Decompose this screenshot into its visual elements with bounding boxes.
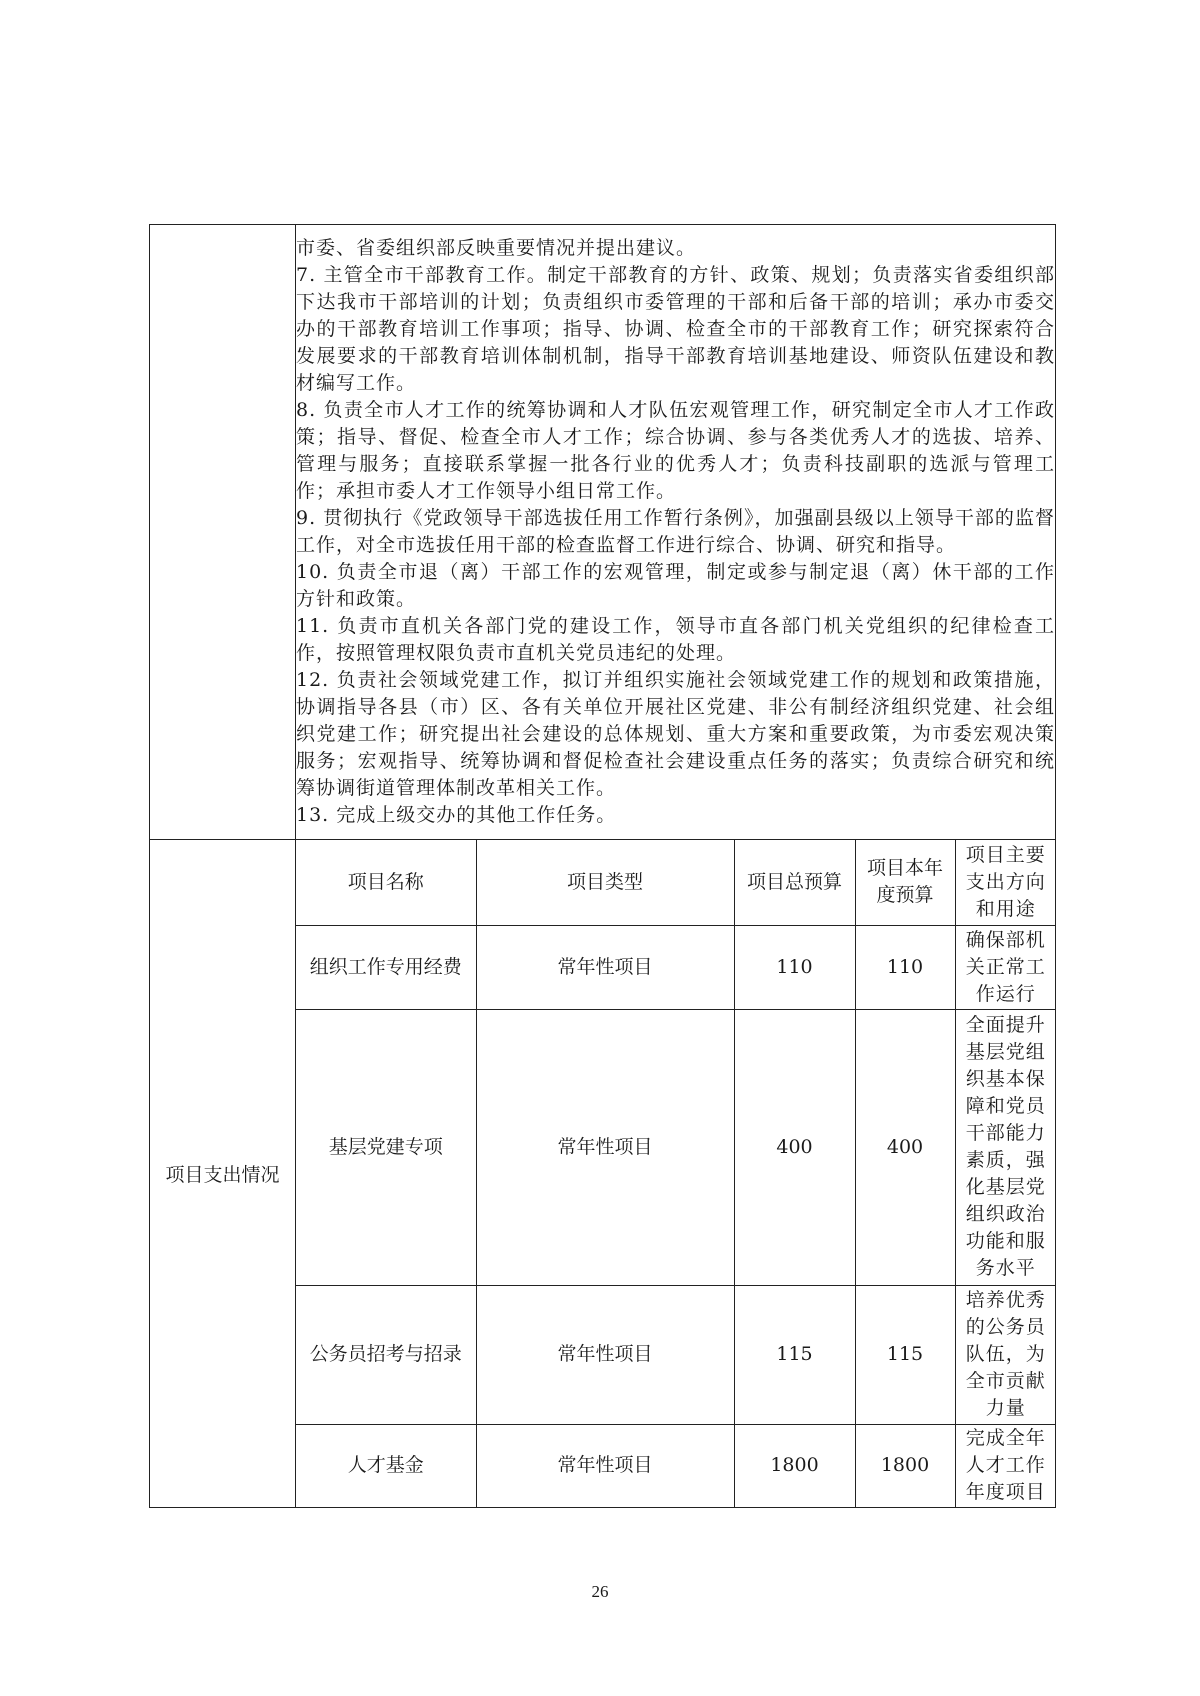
project-annual: 400 [855, 1009, 955, 1285]
projects-header-row [296, 840, 1056, 925]
header-name: 项目名称 [296, 840, 476, 925]
project-total: 400 [734, 1009, 855, 1285]
duty-item: 7. 主管全市干部教育工作。制定干部教育的方针、政策、规划；负责落实省委组织部下达我市干部培训的计划；负责组织市委管理的干部和后备干部的培训；承办市委交办的干部教育培训工作事项；指导、协调、检查全市的干部教育工作；研究探索符合发展要求的干部教育培训体制机制，指导干部教育培训基地建设、师资队伍建设和教材编写工作。 [296, 264, 1055, 394]
duty-item: 9. 贯彻执行《党政领导干部选拔任用工作暂行条例》，加强副县级以上领导干部的监督工作，对全市选拔任用干部的检查监督工作进行综合、协调、研究和指导。 [296, 507, 1055, 556]
project-purpose: 确保部机关正常工作运行 [955, 925, 1056, 1009]
projects-table [296, 840, 1056, 1507]
header-purpose: 项目主要支出方向和用途 [955, 840, 1056, 925]
budget-document-table [149, 224, 1056, 1508]
projects-section-label: 项目支出情况 [150, 840, 296, 1508]
duties-label-cell [150, 225, 296, 840]
table-row [296, 1009, 1056, 1285]
page-number: 26 [591, 1582, 609, 1601]
project-name: 公务员招考与招录 [296, 1285, 476, 1424]
project-total: 110 [734, 925, 855, 1009]
project-purpose: 培养优秀的公务员队伍，为全市贡献力量 [955, 1285, 1056, 1424]
duty-item: 市委、省委组织部反映重要情况并提出建议。 [296, 237, 697, 259]
project-purpose: 全面提升基层党组织基本保障和党员干部能力素质，强化基层党组织政治功能和服务水平 [955, 1009, 1056, 1285]
project-annual: 115 [855, 1285, 955, 1424]
duty-item: 10. 负责全市退（离）干部工作的宏观管理，制定或参与制定退（离）休干部的工作方针和政策。 [296, 561, 1055, 610]
project-type: 常年性项目 [476, 1009, 734, 1285]
table-row [296, 925, 1056, 1009]
project-name: 基层党建专项 [296, 1009, 476, 1285]
project-type: 常年性项目 [476, 1424, 734, 1507]
project-total: 115 [734, 1285, 855, 1424]
duties-row [150, 225, 1056, 840]
project-name: 组织工作专用经费 [296, 925, 476, 1009]
project-annual: 110 [855, 925, 955, 1009]
table-row [296, 1285, 1056, 1424]
duties-cell [296, 225, 1056, 840]
header-annual: 项目本年度预算 [855, 840, 955, 925]
project-name: 人才基金 [296, 1424, 476, 1507]
table-row [296, 1424, 1056, 1507]
projects-cell [296, 840, 1056, 1508]
header-type: 项目类型 [476, 840, 734, 925]
projects-row [150, 840, 1056, 1508]
project-purpose: 完成全年人才工作年度项目 [955, 1424, 1056, 1507]
duty-item: 11. 负责市直机关各部门党的建设工作，领导市直各部门机关党组织的纪律检查工作，按照管理权限负责市直机关党员违纪的处理。 [296, 615, 1055, 664]
project-type: 常年性项目 [476, 1285, 734, 1424]
project-total: 1800 [734, 1424, 855, 1507]
duty-item: 12. 负责社会领域党建工作，拟订并组织实施社会领域党建工作的规划和政策措施，协调指导各县（市）区、各有关单位开展社区党建、非公有制经济组织党建、社会组织党建工作；研究提出社会建设的总体规划、重大方案和重要政策，为市委宏观决策服务；宏观指导、统筹协调和督促检查社会建设重点任务的落实；负责综合研究和统筹协调街道管理体制改革相关工作。 [296, 669, 1055, 799]
duty-item: 13. 完成上级交办的其他工作任务。 [296, 804, 617, 826]
project-type: 常年性项目 [476, 925, 734, 1009]
project-annual: 1800 [855, 1424, 955, 1507]
header-total: 项目总预算 [734, 840, 855, 925]
duty-item: 8. 负责全市人才工作的统筹协调和人才队伍宏观管理工作，研究制定全市人才工作政策；指导、督促、检查全市人才工作；综合协调、参与各类优秀人才的选拔、培养、管理与服务；直接联系掌握一批各行业的优秀人才；负责科技副职的选派与管理工作；承担市委人才工作领导小组日常工作。 [296, 399, 1055, 502]
